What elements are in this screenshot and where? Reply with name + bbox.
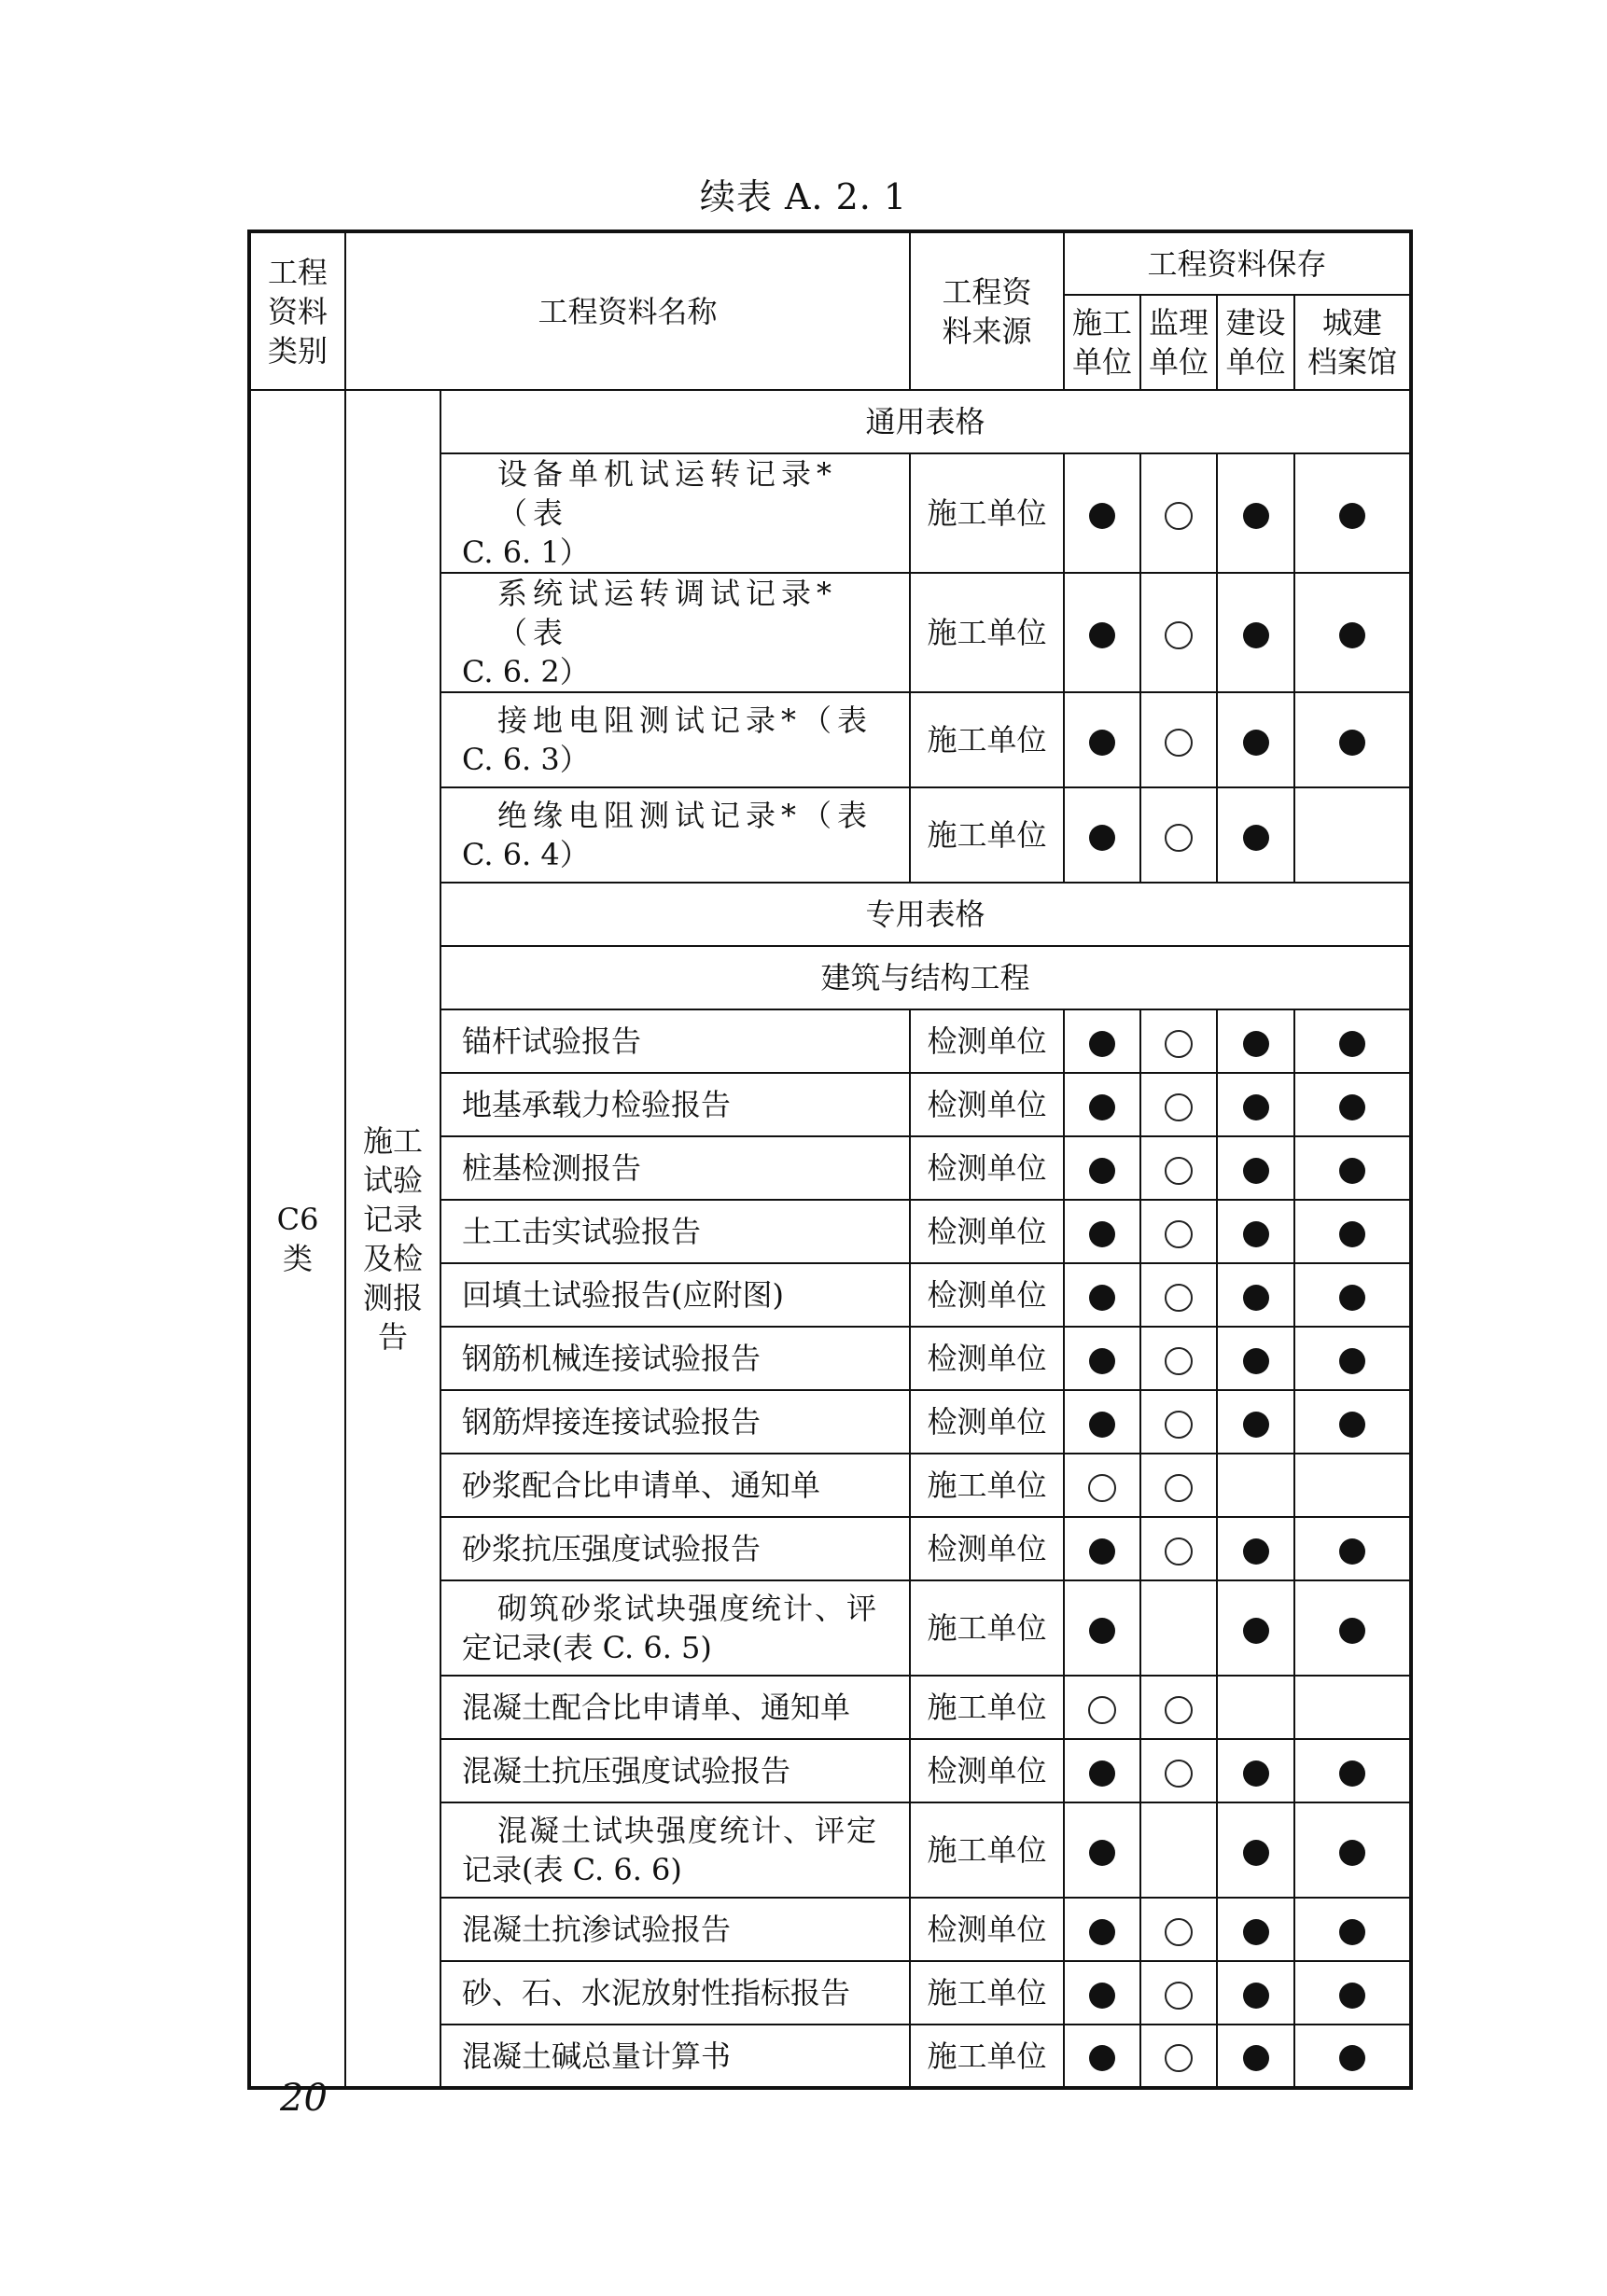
storage-cell	[1294, 787, 1411, 883]
filled-circle-icon	[1243, 1538, 1269, 1565]
filled-circle-icon	[1339, 2045, 1365, 2071]
filled-circle-icon	[1339, 1983, 1365, 2009]
filled-circle-icon	[1243, 825, 1269, 851]
record-name-cell	[440, 1136, 910, 1200]
filled-circle-icon	[1089, 1919, 1115, 1945]
storage-cell	[1294, 1739, 1411, 1802]
storage-cell	[1217, 453, 1294, 573]
record-name-cell	[440, 573, 910, 692]
filled-circle-icon	[1339, 1158, 1365, 1184]
filled-circle-icon	[1089, 730, 1115, 756]
source-cell	[910, 1073, 1064, 1136]
record-name-cell	[440, 1517, 910, 1580]
storage-cell	[1064, 1961, 1140, 2025]
source-cell	[910, 1454, 1064, 1517]
storage-cell	[1294, 573, 1411, 692]
storage-cell	[1217, 1073, 1294, 1136]
record-name-cell	[440, 1327, 910, 1390]
record-name-line2: C. 6. 2）	[462, 654, 590, 689]
record-name-line2: C. 6. 4）	[462, 837, 590, 872]
header-unit-archive	[1294, 295, 1411, 390]
storage-cell	[1064, 1327, 1140, 1390]
header-name	[345, 231, 910, 390]
storage-cell	[1217, 1200, 1294, 1263]
storage-cell	[1140, 1739, 1217, 1802]
open-circle-icon	[1165, 2044, 1193, 2072]
storage-cell	[1217, 1390, 1294, 1454]
storage-cell	[1294, 1009, 1411, 1073]
source-text: 施工单位	[927, 1690, 1047, 1725]
storage-cell	[1140, 692, 1217, 787]
storage-cell	[1064, 1580, 1140, 1676]
open-circle-icon	[1165, 1220, 1193, 1248]
storage-cell	[1294, 1073, 1411, 1136]
record-name-line2: C. 6. 1）	[462, 535, 590, 570]
open-circle-icon	[1165, 1093, 1193, 1121]
storage-cell	[1217, 1802, 1294, 1898]
record-name-text: 锚杆试验报告	[462, 1023, 642, 1059]
source-cell	[910, 1136, 1064, 1200]
source-cell	[910, 1327, 1064, 1390]
source-text: 施工单位	[927, 1975, 1047, 2011]
filled-circle-icon	[1089, 1158, 1115, 1184]
section-heading	[440, 390, 1411, 453]
header-storage-text: 工程资料保存	[1147, 245, 1327, 282]
category-text: C6 类	[276, 1201, 319, 1276]
storage-cell	[1140, 2025, 1217, 2088]
storage-cell	[1294, 1136, 1411, 1200]
filled-circle-icon	[1339, 1412, 1365, 1438]
open-circle-icon	[1088, 1474, 1116, 1502]
open-circle-icon	[1165, 1474, 1193, 1502]
filled-circle-icon	[1243, 1285, 1269, 1311]
filled-circle-icon	[1089, 622, 1115, 648]
filled-circle-icon	[1243, 1412, 1269, 1438]
filled-circle-icon	[1089, 825, 1115, 851]
section-heading-text: 建筑与结构工程	[820, 960, 1030, 995]
source-cell	[910, 1263, 1064, 1327]
source-text: 检测单位	[927, 1531, 1047, 1566]
storage-cell	[1140, 1802, 1217, 1898]
record-name-line1: 接地电阻测试记录*（表	[497, 703, 873, 738]
header-category-text: 工程 资料 类别	[267, 254, 328, 369]
open-circle-icon	[1165, 502, 1193, 530]
source-cell	[910, 1580, 1064, 1676]
record-name-cell	[440, 1961, 910, 2025]
header-name-text: 工程资料名称	[538, 293, 718, 329]
source-text: 检测单位	[927, 1404, 1047, 1440]
filled-circle-icon	[1243, 730, 1269, 756]
storage-cell	[1140, 453, 1217, 573]
storage-cell	[1064, 1073, 1140, 1136]
source-text: 施工单位	[927, 2038, 1047, 2074]
filled-circle-icon	[1243, 1618, 1269, 1644]
open-circle-icon	[1165, 729, 1193, 757]
record-name-line1: 设备单机试运转记录*（表	[497, 456, 838, 531]
source-cell	[910, 1517, 1064, 1580]
source-text: 检测单位	[927, 1341, 1047, 1376]
record-name-line2: 记录(表 C. 6. 6)	[462, 1852, 682, 1887]
filled-circle-icon	[1089, 1348, 1115, 1374]
record-name-line1: 系统试运转调试记录*（表	[497, 576, 838, 650]
storage-cell	[1064, 1263, 1140, 1327]
storage-cell	[1217, 1898, 1294, 1961]
filled-circle-icon	[1243, 1158, 1269, 1184]
source-cell	[910, 1802, 1064, 1898]
storage-cell	[1140, 1390, 1217, 1454]
storage-cell	[1064, 1898, 1140, 1961]
filled-circle-icon	[1089, 2045, 1115, 2071]
open-circle-icon	[1165, 1030, 1193, 1058]
filled-circle-icon	[1243, 1031, 1269, 1057]
open-circle-icon	[1088, 1696, 1116, 1724]
source-text: 检测单位	[927, 1023, 1047, 1059]
section-heading-text: 专用表格	[865, 897, 985, 932]
record-name-cell	[440, 1073, 910, 1136]
storage-cell	[1294, 1200, 1411, 1263]
filled-circle-icon	[1339, 1840, 1365, 1866]
filled-circle-icon	[1089, 1221, 1115, 1247]
storage-cell	[1140, 1454, 1217, 1517]
storage-cell	[1064, 1676, 1140, 1739]
filled-circle-icon	[1089, 1538, 1115, 1565]
source-text: 施工单位	[927, 495, 1047, 531]
source-cell	[910, 1200, 1064, 1263]
storage-cell	[1217, 1136, 1294, 1200]
record-name-cell	[440, 1580, 910, 1676]
filled-circle-icon	[1089, 503, 1115, 529]
record-name-cell	[440, 1200, 910, 1263]
storage-cell	[1217, 1263, 1294, 1327]
storage-cell	[1294, 1327, 1411, 1390]
storage-cell	[1294, 1580, 1411, 1676]
filled-circle-icon	[1339, 1538, 1365, 1565]
record-name-cell	[440, 787, 910, 883]
storage-cell	[1140, 1676, 1217, 1739]
header-unit-construction	[1064, 295, 1140, 390]
record-name-cell	[440, 692, 910, 787]
filled-circle-icon	[1089, 1285, 1115, 1311]
storage-cell	[1140, 1961, 1217, 2025]
storage-cell	[1217, 1517, 1294, 1580]
storage-cell	[1294, 1263, 1411, 1327]
source-text: 检测单位	[927, 1753, 1047, 1788]
record-name-text: 土工击实试验报告	[462, 1214, 702, 1249]
storage-cell	[1064, 1200, 1140, 1263]
storage-cell	[1140, 1009, 1217, 1073]
filled-circle-icon	[1339, 1031, 1365, 1057]
record-name-line2: C. 6. 3）	[462, 742, 590, 777]
storage-cell	[1294, 692, 1411, 787]
page-number: 20	[280, 2077, 328, 2120]
header-source-text: 工程资 料来源	[942, 273, 1032, 349]
storage-cell	[1064, 453, 1140, 573]
record-name-text: 回填土试验报告(应附图)	[462, 1277, 784, 1313]
record-name-text: 混凝土抗渗试验报告	[462, 1912, 732, 1947]
storage-cell	[1217, 1454, 1294, 1517]
source-cell	[910, 692, 1064, 787]
storage-cell	[1064, 2025, 1140, 2088]
record-name-cell	[440, 1009, 910, 1073]
record-name-text: 砂浆抗压强度试验报告	[462, 1531, 762, 1566]
filled-circle-icon	[1243, 1221, 1269, 1247]
filled-circle-icon	[1339, 1760, 1365, 1787]
archive-table	[247, 230, 1413, 2090]
storage-cell	[1140, 787, 1217, 883]
filled-circle-icon	[1339, 1618, 1365, 1644]
storage-cell	[1217, 787, 1294, 883]
storage-cell	[1294, 1898, 1411, 1961]
record-name-cell	[440, 1898, 910, 1961]
record-name-cell	[440, 1263, 910, 1327]
filled-circle-icon	[1339, 730, 1365, 756]
open-circle-icon	[1165, 1760, 1193, 1788]
storage-cell	[1140, 1580, 1217, 1676]
storage-cell	[1294, 1961, 1411, 2025]
open-circle-icon	[1165, 621, 1193, 649]
storage-cell	[1217, 1009, 1294, 1073]
open-circle-icon	[1165, 1538, 1193, 1565]
record-name-line1: 混凝土试块强度统计、评定	[497, 1813, 879, 1848]
record-name-cell	[440, 1454, 910, 1517]
open-circle-icon	[1165, 1696, 1193, 1724]
record-name-cell	[440, 1802, 910, 1898]
source-text: 检测单位	[927, 1277, 1047, 1313]
storage-cell	[1294, 1517, 1411, 1580]
filled-circle-icon	[1339, 503, 1365, 529]
filled-circle-icon	[1243, 1919, 1269, 1945]
storage-cell	[1140, 1073, 1217, 1136]
filled-circle-icon	[1089, 1618, 1115, 1644]
filled-circle-icon	[1243, 1983, 1269, 2009]
header-unit-text: 施工 单位	[1072, 305, 1133, 380]
record-name-cell	[440, 1676, 910, 1739]
storage-cell	[1140, 1517, 1217, 1580]
storage-cell	[1217, 1739, 1294, 1802]
open-circle-icon	[1165, 1347, 1193, 1375]
header-unit-text: 监理 单位	[1149, 305, 1209, 380]
record-name-cell	[440, 1390, 910, 1454]
record-name-cell	[440, 2025, 910, 2088]
header-source	[910, 231, 1064, 390]
storage-cell	[1294, 1676, 1411, 1739]
storage-cell	[1140, 573, 1217, 692]
source-text: 检测单位	[927, 1150, 1047, 1186]
storage-cell	[1294, 2025, 1411, 2088]
source-cell	[910, 2025, 1064, 2088]
record-name-text: 砂、石、水泥放射性指标报告	[462, 1975, 851, 2011]
header-storage	[1064, 231, 1411, 295]
source-cell	[910, 453, 1064, 573]
record-name-text: 钢筋焊接连接试验报告	[462, 1404, 762, 1440]
table-caption: 续表 A. 2. 1	[699, 176, 908, 217]
storage-cell	[1064, 1517, 1140, 1580]
storage-cell	[1064, 1802, 1140, 1898]
record-name-text: 混凝土配合比申请单、通知单	[462, 1690, 851, 1725]
storage-cell	[1064, 1390, 1140, 1454]
storage-cell	[1064, 1136, 1140, 1200]
filled-circle-icon	[1243, 503, 1269, 529]
storage-cell	[1217, 1580, 1294, 1676]
source-text: 施工单位	[927, 817, 1047, 853]
source-cell	[910, 1961, 1064, 2025]
filled-circle-icon	[1339, 1221, 1365, 1247]
filled-circle-icon	[1243, 1760, 1269, 1787]
subcategory-cell	[345, 390, 440, 2088]
storage-cell	[1140, 1136, 1217, 1200]
storage-cell	[1140, 1263, 1217, 1327]
record-name-line2: 定记录(表 C. 6. 5)	[462, 1630, 712, 1665]
filled-circle-icon	[1339, 1285, 1365, 1311]
source-text: 检测单位	[927, 1087, 1047, 1122]
filled-circle-icon	[1089, 1983, 1115, 2009]
source-text: 施工单位	[927, 1468, 1047, 1503]
open-circle-icon	[1165, 1411, 1193, 1439]
source-cell	[910, 1390, 1064, 1454]
filled-circle-icon	[1243, 2045, 1269, 2071]
storage-cell	[1064, 1009, 1140, 1073]
record-name-text: 桩基检测报告	[462, 1150, 642, 1186]
header-category	[249, 231, 345, 390]
storage-cell	[1217, 1961, 1294, 2025]
filled-circle-icon	[1089, 1760, 1115, 1787]
open-circle-icon	[1165, 1157, 1193, 1185]
section-heading-text: 通用表格	[865, 404, 985, 439]
filled-circle-icon	[1243, 1348, 1269, 1374]
record-name-cell	[440, 1739, 910, 1802]
record-name-text: 砂浆配合比申请单、通知单	[462, 1468, 821, 1503]
open-circle-icon	[1165, 1982, 1193, 2010]
header-unit-supervision	[1140, 295, 1217, 390]
header-unit-owner	[1217, 295, 1294, 390]
record-name-line1: 绝缘电阻测试记录*（表	[497, 798, 873, 833]
record-name-text: 混凝土抗压强度试验报告	[462, 1753, 791, 1788]
storage-cell	[1064, 1454, 1140, 1517]
category-cell	[249, 390, 345, 2088]
storage-cell	[1294, 1454, 1411, 1517]
source-text: 施工单位	[927, 722, 1047, 758]
header-unit-text: 建设 单位	[1225, 305, 1286, 380]
source-cell	[910, 1739, 1064, 1802]
open-circle-icon	[1165, 1284, 1193, 1312]
filled-circle-icon	[1243, 1094, 1269, 1120]
source-cell	[910, 787, 1064, 883]
storage-cell	[1140, 1200, 1217, 1263]
record-name-text: 混凝土碱总量计算书	[462, 2038, 732, 2074]
record-name-text: 地基承载力检验报告	[462, 1087, 732, 1122]
storage-cell	[1294, 1802, 1411, 1898]
storage-cell	[1140, 1898, 1217, 1961]
subcategory-text: 施工 试验 记录 及检 测报 告	[362, 1122, 423, 1355]
filled-circle-icon	[1339, 622, 1365, 648]
source-cell	[910, 1676, 1064, 1739]
section-heading	[440, 946, 1411, 1009]
source-cell	[910, 1898, 1064, 1961]
filled-circle-icon	[1089, 1412, 1115, 1438]
filled-circle-icon	[1089, 1840, 1115, 1866]
filled-circle-icon	[1089, 1094, 1115, 1120]
storage-cell	[1064, 692, 1140, 787]
source-cell	[910, 1009, 1064, 1073]
storage-cell	[1217, 2025, 1294, 2088]
storage-cell	[1064, 573, 1140, 692]
filled-circle-icon	[1243, 1840, 1269, 1866]
record-name-text: 钢筋机械连接试验报告	[462, 1341, 762, 1376]
record-name-cell	[440, 453, 910, 573]
source-text: 施工单位	[927, 1610, 1047, 1646]
storage-cell	[1217, 1327, 1294, 1390]
section-heading	[440, 883, 1411, 946]
source-text: 检测单位	[927, 1912, 1047, 1947]
source-text: 施工单位	[927, 1832, 1047, 1868]
record-name-line1: 砌筑砂浆试块强度统计、评	[497, 1591, 879, 1626]
storage-cell	[1064, 1739, 1140, 1802]
filled-circle-icon	[1243, 622, 1269, 648]
storage-cell	[1217, 1676, 1294, 1739]
storage-cell	[1217, 692, 1294, 787]
storage-cell	[1140, 1327, 1217, 1390]
header-unit-text: 城建 档案馆	[1307, 305, 1398, 380]
storage-cell	[1064, 787, 1140, 883]
filled-circle-icon	[1339, 1919, 1365, 1945]
storage-cell	[1294, 453, 1411, 573]
filled-circle-icon	[1339, 1348, 1365, 1374]
source-text: 检测单位	[927, 1214, 1047, 1249]
source-cell	[910, 573, 1064, 692]
storage-cell	[1294, 1390, 1411, 1454]
storage-cell	[1217, 573, 1294, 692]
filled-circle-icon	[1339, 1094, 1365, 1120]
open-circle-icon	[1165, 1918, 1193, 1946]
source-text: 施工单位	[927, 615, 1047, 650]
filled-circle-icon	[1089, 1031, 1115, 1057]
open-circle-icon	[1165, 824, 1193, 852]
